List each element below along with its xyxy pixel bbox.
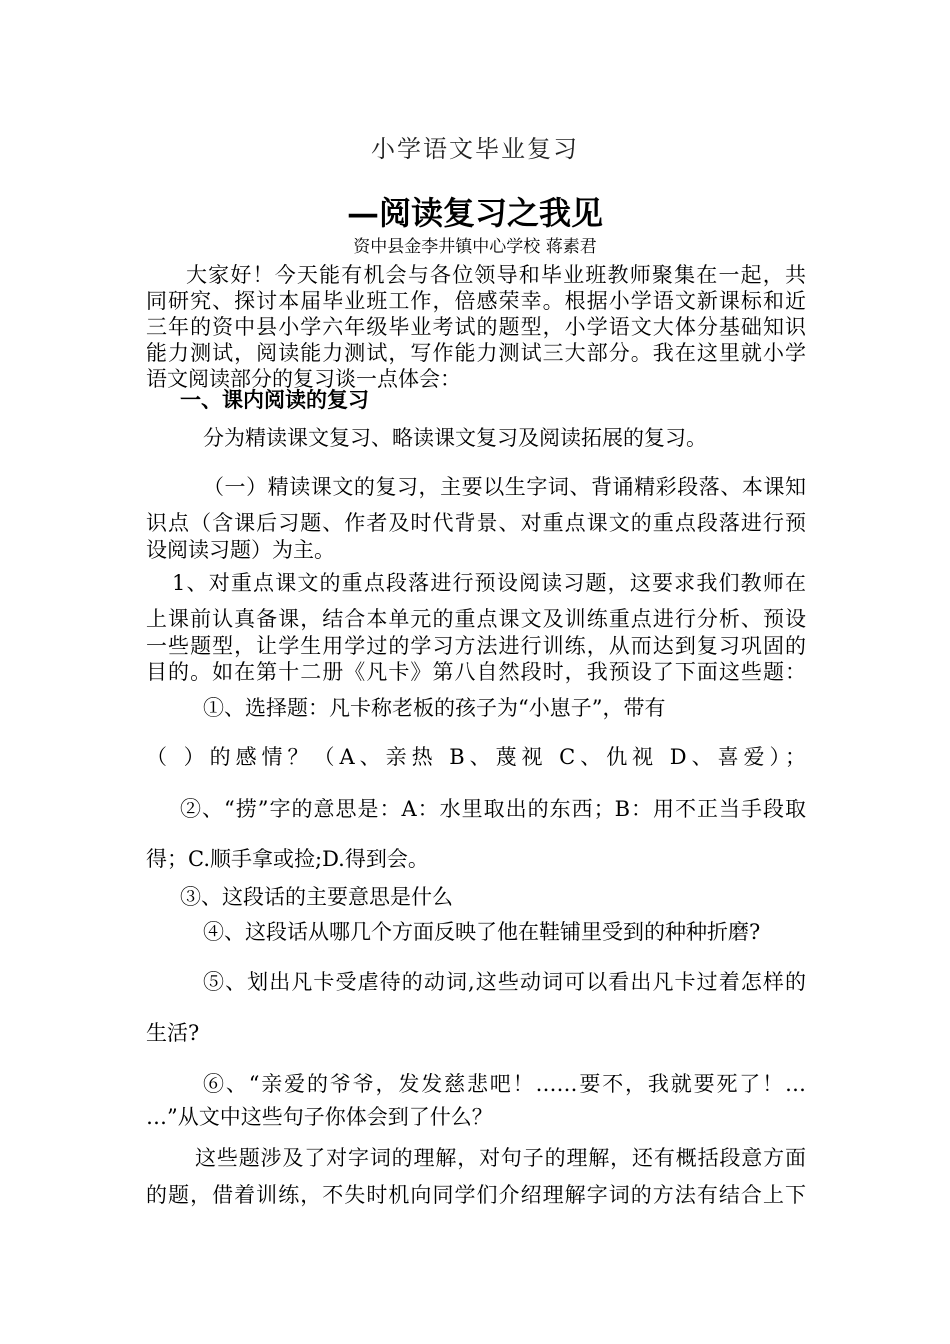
- paragraph-line: 分为精读课文复习、略读课文复习及阅读拓展的复习。: [203, 426, 707, 450]
- question-line: 得；C.顺手拿或捡;D.得到会。: [146, 847, 429, 871]
- paragraph-line: 1、对重点课文的重点段落进行预设阅读习题，这要求我们教师在: [172, 571, 806, 595]
- paragraph-line: （一）精读课文的复习，主要以生字词、背诵精彩段落、本课知: [203, 475, 806, 499]
- paragraph-line: 能力测试，阅读能力测试，写作能力测试三大部分。我在这里就小学: [146, 341, 806, 365]
- paragraph-line: 识点（含课后习题、作者及时代背景、对重点课文的重点段落进行预: [146, 511, 806, 535]
- paragraph-line: 这些题涉及了对字词的理解，对句子的理解，还有概括段意方面: [195, 1146, 806, 1170]
- paragraph-line: 目的。如在第十二册《凡卡》第八自然段时，我预设了下面这些题：: [146, 660, 806, 684]
- question-line: （ ）的感情？（A、亲热 B、蔑视 C、仇视 D、喜爱）；: [146, 745, 806, 769]
- paragraph-line: 三年的资中县小学六年级毕业考试的题型，小学语文大体分基础知识: [146, 315, 806, 339]
- question-line: 生活?: [146, 1021, 200, 1045]
- doc-byline: 资中县金李井镇中心学校 蒋素君: [353, 237, 597, 257]
- doc-subtitle: —阅读复习之我见: [346, 194, 603, 232]
- question-line: …”从文中这些句子你体会到了什么？: [146, 1105, 493, 1129]
- paragraph-line: 的题，借着训练，不失时机向同学们介绍理解字词的方法有结合上下: [146, 1183, 806, 1207]
- question-line: ⑤、划出凡卡受虐待的动词,这些动词可以看出凡卡过着怎样的: [203, 970, 806, 994]
- doc-title: 小学语文毕业复习: [371, 135, 579, 163]
- paragraph-line: 设阅读习题）为主。: [146, 538, 335, 562]
- paragraph-line: 同研究、探讨本届毕业班工作，倍感荣幸。根据小学语文新课标和近: [146, 289, 806, 313]
- section-heading: 一、课内阅读的复习: [180, 387, 369, 412]
- paragraph-line: 大家好！今天能有机会与各位领导和毕业班教师聚集在一起，共: [186, 263, 806, 287]
- paragraph-line: 上课前认真备课，结合本单元的重点课文及训练重点进行分析、预设: [146, 607, 806, 631]
- paragraph-line: 语文阅读部分的复习谈一点体会：: [146, 367, 461, 391]
- question-line: ②、“捞”字的意思是：A：水里取出的东西；B：用不正当手段取: [180, 797, 806, 821]
- question-line: ⑥、“亲爱的爷爷，发发慈悲吧！……要不，我就要死了！…: [203, 1072, 806, 1096]
- question-line: ③、这段话的主要意思是什么: [180, 885, 453, 909]
- question-line: ①、选择题：凡卡称老板的孩子为“小崽子”，带有: [203, 696, 666, 720]
- paragraph-line: 一些题型，让学生用学过的学习方法进行训练，从而达到复习巩固的: [146, 634, 806, 658]
- question-line: ④、这段话从哪几个方面反映了他在鞋铺里受到的种种折磨?: [203, 920, 761, 944]
